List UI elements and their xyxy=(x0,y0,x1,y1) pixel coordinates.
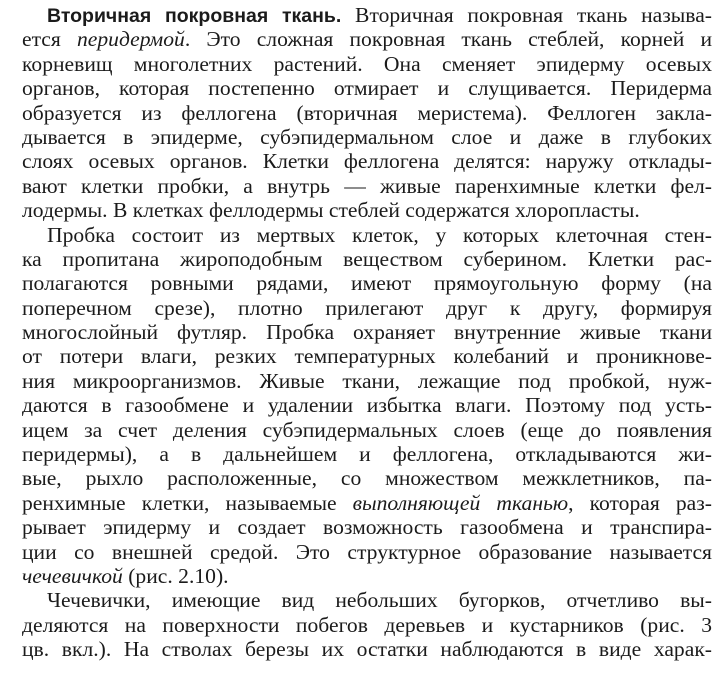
paragraph-2-line-11: вые, рыхло расположенные, со множеством межклетников, па- xyxy=(22,466,712,491)
paragraph-2-line-15 xyxy=(22,564,712,588)
paragraph-2-line-10: перидермы), а в дальнейшем и феллогена, откладываются жи- xyxy=(22,442,712,467)
paragraph-3-line-1: Чечевички, имеющие вид небольших бугорков, отчетливо вы- xyxy=(47,588,712,613)
paragraph-2-line-9: ицем за счет деления субэпидермальных слоев (еще до появления xyxy=(22,417,712,442)
paragraph-1-line-1 xyxy=(22,3,712,27)
paragraph-2-line-3: полагаются ровными рядами, имеют прямоугольную форму (на xyxy=(22,271,712,296)
paragraph-2-line-12 xyxy=(22,491,712,515)
paragraph-1-line-8: вают клетки пробки, а внутрь — живые паренхимные клетки фел- xyxy=(22,173,712,198)
paragraph-2-line-1: Пробка состоит из мертвых клеток, у которых клеточная стен- xyxy=(47,222,712,247)
text-run: (рис. 2.10). xyxy=(122,563,229,588)
paragraph-1-line-6: дывается в эпидерме, субэпидермальном слое и даже в глубоких xyxy=(22,124,712,149)
paragraph-2-line-4: поперечном срезе), плотно прилегают друг к другу, формируя xyxy=(22,295,712,320)
paragraph-2-line-6: от потери влаги, резких температурных колебаний и проникнове- xyxy=(22,344,712,369)
term-periderm: перидермой xyxy=(76,27,185,52)
paragraph-2-line-14: ции со внешней средой. Это структурное образование называется xyxy=(22,539,712,564)
text-run: Вторичная покровная ткань называ- xyxy=(341,3,712,27)
paragraph-1-line-5: образуется из феллогена (вторичная меристема). Феллоген закла- xyxy=(22,100,712,125)
paragraph-1-line-7: слоях осевых органов. Клетки феллогена делятся: наружу отклады- xyxy=(22,149,712,174)
text-run: ется xyxy=(22,27,77,52)
paragraph-2-line-8: даются в газообмене и удалении избытка влаги. Поэтому под усть- xyxy=(22,393,712,418)
term-filling-tissue: выполняющей тканью xyxy=(352,490,569,515)
paragraph-1-line-3: корневищ многолетних растений. Она сменяет эпидерму осевых xyxy=(22,51,712,76)
text-run: . Это сложная покровная ткань стеблей, корней и xyxy=(184,27,712,52)
text-run: ренхимные клетки, называемые xyxy=(22,490,353,515)
paragraph-2-line-5: многослойный футляр. Пробка охраняет внутренние живые ткани xyxy=(22,320,712,345)
paragraph-1-line-9: лодермы. В клетках феллодермы стеблей содержатся хлоропласты. xyxy=(22,198,640,223)
paragraph-1-line-2 xyxy=(22,27,712,51)
page-text xyxy=(22,3,712,662)
term-lenticel: чечевичкой xyxy=(22,563,123,588)
paragraph-3-line-3: цв. вкл.). На стволах березы их остатки наблюдаются в виде харак- xyxy=(22,637,712,662)
paragraph-1-line-4: органов, которая постепенно отмирает и слущивается. Перидерма xyxy=(22,76,712,101)
text-run: , которая раз- xyxy=(568,490,712,515)
paragraph-2-line-2: ка пропитана жироподобным веществом суберином. Клетки рас- xyxy=(22,246,712,271)
paragraph-2-line-7: ния микроорганизмов. Живые ткани, лежащие под пробкой, нуж- xyxy=(22,368,712,393)
paragraph-2-line-13: рывает эпидерму и создает возможность газообмена и транспира- xyxy=(22,515,712,540)
section-heading: Вторичная покровная ткань. xyxy=(47,5,342,27)
paragraph-3-line-2: деляются на поверхности побегов деревьев и кустарников (рис. 3 xyxy=(22,612,712,637)
